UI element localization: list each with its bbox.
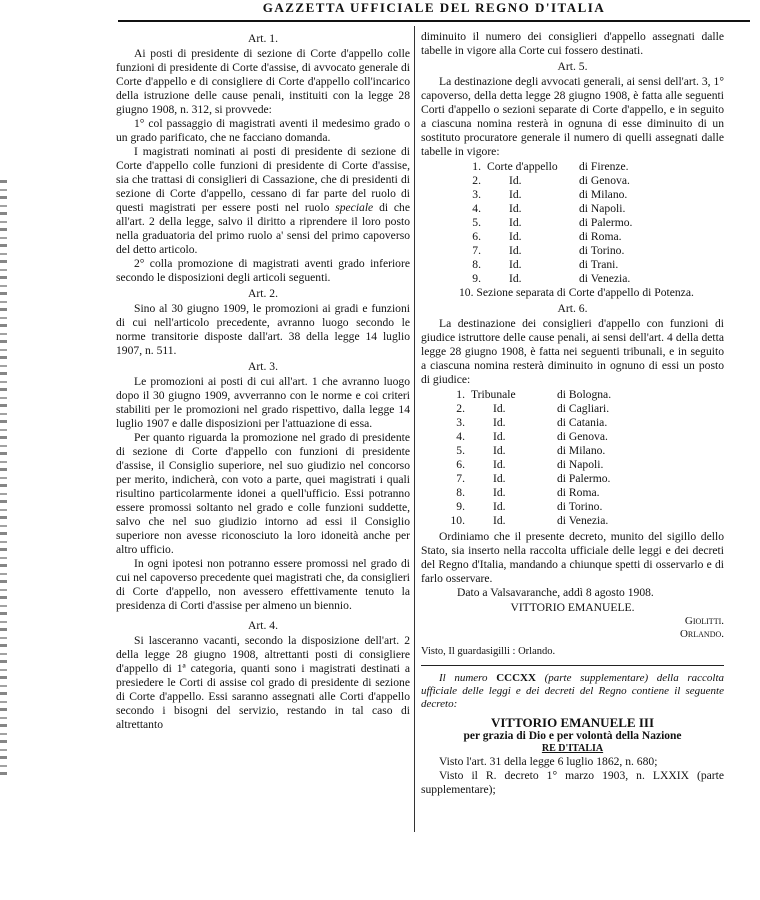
art3-paragraph-1: Le promozioni ai posti di cui all'art. 1 che avranno luogo dopo il 30 giugno 1909, avverranno con le norme e coi criteri stabiliti per le promozioni nel grado rispettivo, dalla legge 14 luglio 1907 e dalle disposizioni per l'attuazione di essa. — [116, 375, 410, 430]
ordiniamo-paragraph: Ordiniamo che il presente decreto, munito del sigillo dello Stato, sia inserto nella raccolta ufficiale delle leggi e dei decreti del Regno d'Italia, mandando a chiunque spetti di osservarlo e di farlo osservare. — [421, 530, 724, 585]
decree-note: Il numero CCCXX (parte supplementare) della raccolta ufficiale delle leggi e dei decreti del Regno contiene il seguente decreto: — [421, 672, 725, 710]
list-item: 8. Id. di Trani. — [472, 258, 619, 271]
list-item: 3. Id. di Catania. — [456, 416, 608, 429]
gazette-title: GAZZETTA UFFICIALE DEL REGNO D'ITALIA — [262, 0, 606, 15]
art6-heading: Art. 6. — [557, 302, 588, 315]
list-item: 7. Id. di Torino. — [472, 244, 625, 257]
art6-paragraph-1: La destinazione dei consiglieri d'appello con funzioni di giudice istruttore delle cause penali, ai sensi dell'art. 4 della detta legge 28 giugno 1908, è fatta nei seguenti tribunali, e in seguito a ciascuna nomina resterà diminuito in ognuno di essi un posto di giudice: — [421, 317, 724, 386]
list-item: 7. Id. di Palermo. — [456, 472, 611, 485]
list-item: 1. Corte d'appello di Firenze. — [472, 160, 629, 173]
art1-p3-text-a: I magistrati nominati ai posti di presidente di sezione di Corte d'appello colle funzioni di presidente di Corte d'assise, sia che trattasi di consiglieri di Cassazione, che di presidenti di sezione di Corte d'appello, cessano di far parte del ruolo di questi magistrati per essere posti nel ruolo — [116, 145, 410, 214]
art1-p3-text-b: di che all'art. 2 della legge, salvo il diritto a riprendere il loro posto nella graduatoria del primo ruolo a' sensi del primo capoverso del detto articolo. — [116, 201, 411, 256]
continuation-text: diminuito il numero dei consiglieri d'appello assegnati dalle tabelle in vigore alla Corte cui fossero destinati. — [421, 30, 724, 57]
list-item: 6. Id. di Roma. — [472, 230, 622, 243]
list-item: 4. Id. di Genova. — [456, 430, 608, 443]
page-header — [118, 0, 750, 22]
king-title: VITTORIO EMANUELE III — [490, 715, 655, 730]
list-item: 4. Id. di Napoli. — [472, 202, 626, 215]
art2-paragraph-1: Sino al 30 giugno 1909, le promozioni ai gradi e funzioni di cui nell'articolo precedente, avranno luogo secondo le norme transitorie disposte dall'art. 38 della legge 14 luglio 1907, n. 511. — [116, 302, 410, 357]
list-item: 5. Id. di Palermo. — [472, 216, 633, 229]
list-item: 2. Id. di Cagliari. — [456, 402, 610, 415]
art1-paragraph-4: 2° colla promozione di magistrati aventi grado inferiore secondo le disposizioni degli articoli seguenti. — [116, 257, 410, 284]
date-line: Dato a Valsavaranche, addì 8 agosto 1908. — [457, 586, 654, 599]
king-re-italia: RE D'ITALIA — [541, 743, 604, 754]
art1-p3-emphasis: speciale — [335, 201, 374, 214]
art5-heading: Art. 5. — [557, 60, 588, 73]
right-column — [421, 30, 724, 797]
list-item: 3. Id. di Milano. — [472, 188, 628, 201]
art3-paragraph-3: In ogni ipotesi non potranno essere promossi nel grado di cui nel capoverso precedente quei magistrati che, da consiglieri di Corte d'appello, non avessero effettivamente tenuto la presidenza di Corti d'assise per almeno un biennio. — [116, 557, 410, 612]
visto-decreto: Visto il R. decreto 1° marzo 1903, n. LXXIX (parte supplementare); — [421, 769, 724, 796]
art4-paragraph-1: Si lasceranno vacanti, secondo la disposizione dell'art. 2 della legge 28 giugno 1908, altrettanti posti di consigliere d'appello di 1ª categoria, quanti sono i magistrati destinati a presiedere le Corti di assise col grado di presidente di sezione di Corte d'appello. Essi saranno assegnati alle Corti d'appello secondo i bisogni del servizio, restando in tal caso di altrettanto — [116, 634, 410, 731]
visto-legge: Visto l'art. 31 della legge 6 luglio 1862, n. 680; — [439, 755, 658, 768]
art5-paragraph-1: La destinazione degli avvocati generali, ai sensi dell'art. 3, 1° capoverso, della detta legge 28 giugno 1908, è fatta alle seguenti Corti d'appello o sezioni separate di Corte d'appello, e in seguito a ciascuna nomina resterà in ognuna di esse diminuito di un sostituto procuratore generale il numero di quelli assegnati dalle tabelle in vigore: — [421, 75, 724, 158]
art3-paragraph-2: Per quanto riguarda la promozione nel grado di presidente di sezione di Corte d'appello con funzioni di presidente d'assise, il Consiglio superiore, nel suo giudizio nel concorso per merito, indicherà, con voto a parte, quei magistrati i quali risultino particolarmente idonei a quell'ufficio. Essi potranno essere promossi soltanto nel grado e colle funzioni suddette, salvo che nel suo giudizio intorno ad essi il Consiglio superiore non avesse riconosciuto la loro idoneità anche per altro ufficio. — [116, 431, 410, 556]
art1-paragraph-3 — [116, 145, 410, 257]
king-signature: VITTORIO EMANUELE. — [510, 601, 635, 614]
column-divider — [414, 26, 415, 832]
list-item: 5. Id. di Milano. — [456, 444, 606, 457]
art2-heading: Art. 2. — [248, 287, 278, 300]
art1-heading: Art. 1. — [248, 32, 278, 45]
list-item: 2. Id. di Genova. — [472, 174, 630, 187]
list-item: 9. Id. di Venezia. — [472, 272, 631, 285]
tribunali-list — [421, 388, 724, 528]
scan-edge-marks — [0, 180, 7, 780]
art1-paragraph-2: 1° col passaggio di magistrati aventi il medesimo grado o un grado parificato, che ne facciano domanda. — [116, 117, 410, 144]
signature-orlando: Orlando. — [679, 628, 724, 640]
signature-giolitti: Giolitti. — [684, 615, 724, 627]
art4-heading: Art. 4. — [248, 619, 278, 632]
corti-list — [421, 160, 724, 300]
list-item: 1. Tribunale di Bologna. — [456, 388, 612, 401]
list-item: 9. Id. di Torino. — [456, 500, 603, 513]
guardasigilli-line: Visto, Il guardasigilli : Orlando. — [421, 646, 556, 657]
art1-paragraph-1: Ai posti di presidente di sezione di Corte d'appello colle funzioni di presidente di Corte d'assise, di avvocato generale di Corte d'appello e di consigliere di Corte d'appello coll'incarico della istruzione delle cause penali, instituiti con la legge 28 giugno 1908, n. 312, si provvede: — [116, 47, 410, 116]
king-grace-line: per grazia di Dio e per volontà della Nazione — [463, 730, 682, 742]
left-column — [116, 30, 410, 732]
list-item: 10. Id. di Venezia. — [450, 514, 609, 527]
decree-number: CCCXX — [496, 672, 536, 684]
list-item: 6. Id. di Napoli. — [456, 458, 604, 471]
list-item-last: 10. Sezione separata di Corte d'appello di Potenza. — [459, 286, 694, 299]
art3-heading: Art. 3. — [248, 360, 278, 373]
list-item: 8. Id. di Roma. — [456, 486, 600, 499]
section-rule — [421, 665, 724, 666]
